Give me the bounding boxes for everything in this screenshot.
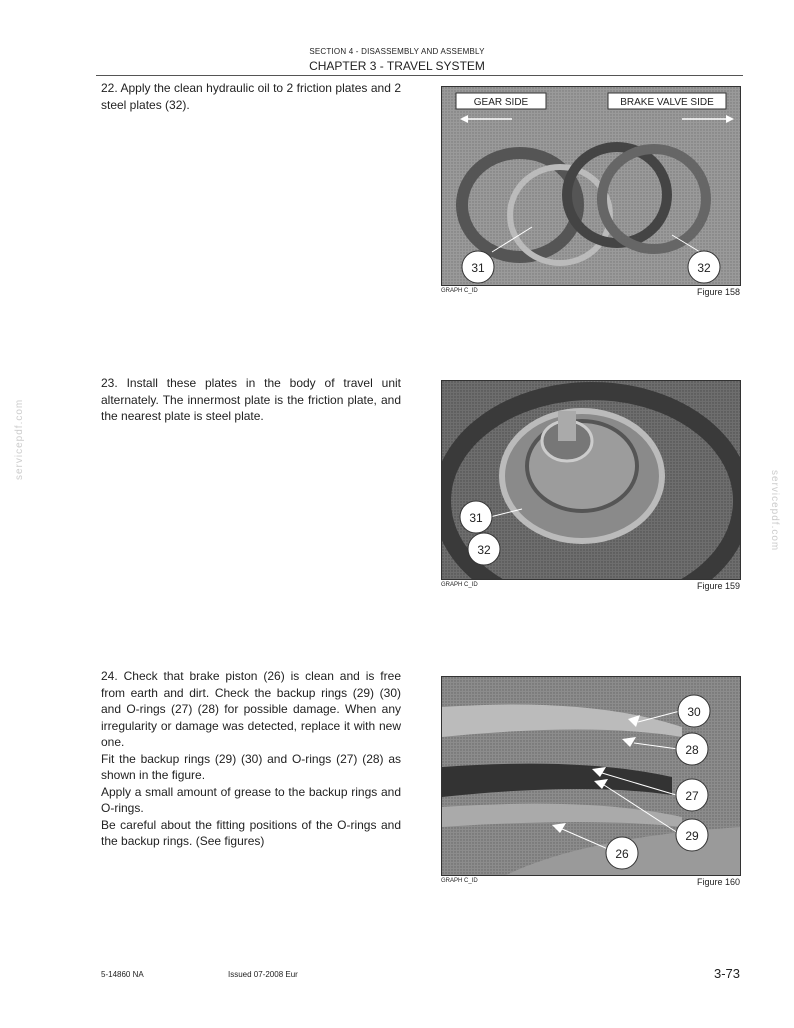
step-23 bbox=[101, 375, 401, 425]
page-number: 3-73 bbox=[713, 966, 740, 981]
graph-id-159: GRAPH C_ID bbox=[441, 582, 478, 588]
callout-28: 28 bbox=[685, 743, 699, 757]
figure-158-photo bbox=[441, 86, 741, 286]
figure-160-photo bbox=[441, 676, 741, 876]
step-23-text: 23. Install these plates in the body of travel unit alternately. The innermost plate is the friction plate, and the nearest plate is steel plate. bbox=[101, 376, 401, 423]
figure-159-caption: Figure 159 bbox=[696, 581, 740, 591]
brake-valve-side-label: BRAKE VALVE SIDE bbox=[620, 97, 714, 108]
chapter-title: CHAPTER 3 - TRAVEL SYSTEM bbox=[309, 59, 485, 73]
graph-id-160: GRAPH C_ID bbox=[441, 878, 478, 884]
callout-32: 32 bbox=[477, 543, 491, 557]
step-22 bbox=[101, 80, 401, 113]
section-title: SECTION 4 - DISASSEMBLY AND ASSEMBLY bbox=[309, 47, 485, 56]
gear-side-label: GEAR SIDE bbox=[473, 97, 529, 108]
watermark-left: servicepdf.com bbox=[14, 398, 25, 480]
callout-27: 27 bbox=[685, 789, 699, 803]
callout-29: 29 bbox=[685, 829, 699, 843]
figure-158-caption: Figure 158 bbox=[696, 287, 740, 297]
footer-issued: Issued 07-2008 Eur bbox=[228, 970, 298, 979]
step-24-text-2: Fit the backup rings (29) (30) and O-rings (27) (28) as shown in the figure. bbox=[101, 751, 401, 782]
step-22-text: 22. Apply the clean hydraulic oil to 2 friction plates and 2 steel plates (32). bbox=[101, 81, 402, 112]
step-24 bbox=[101, 668, 401, 850]
callout-32: 32 bbox=[697, 261, 711, 275]
callout-31: 31 bbox=[469, 511, 483, 525]
header-rule bbox=[96, 75, 743, 76]
step-24-text-4: Be careful about the fitting positions of the O-rings and the backup rings. (See figures) bbox=[101, 817, 401, 848]
callout-31: 31 bbox=[471, 261, 485, 275]
step-24-text-3: Apply a small amount of grease to the backup rings and O-rings. bbox=[101, 784, 401, 815]
footer-doc-code: 5-14860 NA bbox=[101, 970, 144, 979]
callout-30: 30 bbox=[687, 705, 701, 719]
figure-160-caption: Figure 160 bbox=[696, 877, 740, 887]
watermark-right: servicepdf.com bbox=[769, 470, 780, 552]
callout-26: 26 bbox=[615, 847, 629, 861]
graph-id-158: GRAPH C_ID bbox=[441, 288, 478, 294]
step-24-text-1: 24. Check that brake piston (26) is clean and is free from earth and dirt. Check the backup rings (29) (30) and O-rings (27) (28) for possible damage. When any irregularity or damage was detected, replace it with new one. bbox=[101, 669, 401, 749]
figure-159-photo bbox=[441, 380, 741, 580]
